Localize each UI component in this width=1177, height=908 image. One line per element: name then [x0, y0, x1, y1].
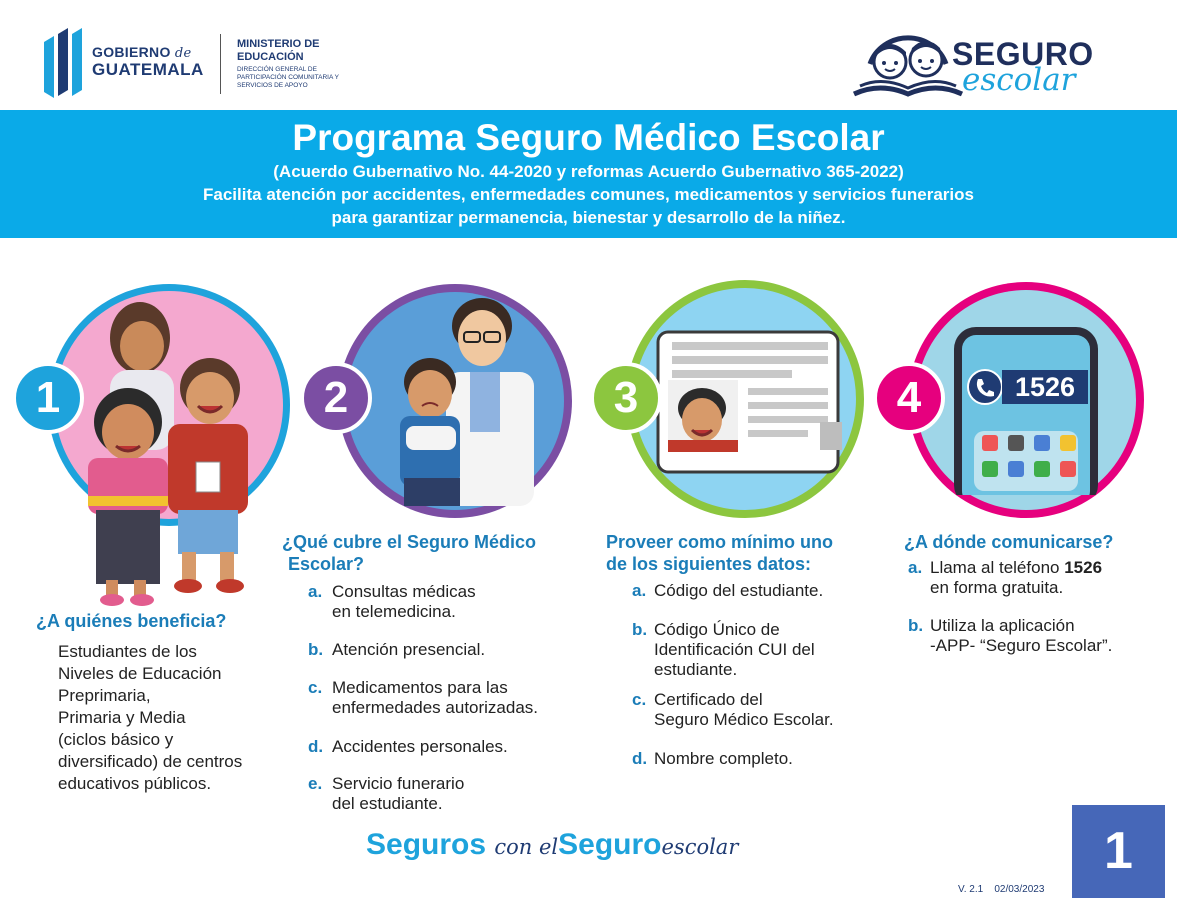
slogan-part: Seguro	[558, 828, 662, 861]
item-line: Servicio funerario	[332, 774, 465, 793]
step2-heading	[282, 531, 536, 575]
gob-line1: GOBIERNO	[92, 44, 171, 60]
phone-number-box: 1526	[1002, 370, 1088, 404]
item-letter: e.	[308, 774, 323, 793]
step2-number-badge: 2	[300, 362, 372, 434]
item-line: Consultas médicas	[332, 582, 476, 601]
page-title: Programa Seguro Médico Escolar	[292, 117, 885, 158]
step4-number-badge: 4	[873, 362, 945, 434]
item-letter: c.	[632, 690, 647, 709]
date-label: 02/03/2023	[994, 884, 1045, 895]
item-line: Atención presencial.	[332, 640, 486, 659]
item-line: Código del estudiante.	[654, 581, 824, 600]
list-item	[308, 582, 598, 622]
step1-body-line: Estudiantes de los	[58, 642, 197, 661]
step1-body-line: diversificado) de centros	[58, 752, 243, 771]
item-line: Llama al teléfono	[930, 558, 1065, 577]
banner-line2: Facilita atención por accidentes, enfermedades comunes, medicamentos y servicios funerarios	[203, 185, 974, 204]
item-letter: a.	[308, 582, 323, 601]
phone-number-inline: 1526	[1064, 558, 1103, 577]
item-letter: c.	[308, 678, 323, 697]
list-item	[632, 581, 882, 601]
list-item	[908, 558, 1158, 598]
step3-heading	[606, 531, 833, 575]
children-teacher-illustration	[70, 296, 260, 610]
list-item	[908, 616, 1158, 656]
step1-body-line: Niveles de Educación	[58, 664, 222, 683]
list-item	[632, 620, 882, 680]
item-letter: b.	[308, 640, 324, 659]
list-item	[308, 640, 598, 660]
step1-body-line: Preprimaria,	[58, 686, 151, 705]
item-line: -APP- “Seguro Escolar”.	[930, 636, 1113, 655]
direccion-general: DIRECCIÓN GENERAL DE PARTICIPACIÓN COMUNITARIA Y SERVICIOS DE APOYO	[237, 66, 339, 89]
step1-body	[58, 641, 288, 795]
guatemala-flag-bars-icon	[44, 28, 86, 98]
item-line: Accidentes personales.	[332, 737, 508, 756]
item-letter: d.	[308, 737, 324, 756]
item-line: Nombre completo.	[654, 749, 793, 768]
doctor-patient-illustration	[390, 292, 540, 506]
logo-escolar-word: escolar	[962, 62, 1076, 98]
item-letter: b.	[632, 620, 648, 639]
step2-heading-line2: Escolar?	[288, 554, 365, 574]
step1-number-badge: 1	[12, 362, 84, 434]
slogan-part: Seguros	[366, 828, 487, 861]
item-letter: a.	[632, 581, 647, 600]
item-line: Certificado del	[654, 690, 763, 709]
ministerio-title: MINISTERIO DE EDUCACIÓN	[237, 38, 320, 63]
step3-number-badge: 3	[590, 362, 662, 434]
step4-list	[908, 558, 1158, 658]
item-line: Seguro Médico Escolar.	[654, 710, 834, 729]
phone-call-icon	[966, 368, 1004, 406]
slogan-part: escolar	[661, 835, 739, 859]
item-line: del estudiante.	[332, 794, 443, 813]
item-letter: a.	[908, 558, 923, 577]
page-number-badge: 1	[1072, 805, 1165, 898]
gobierno-logo-text	[92, 44, 204, 78]
item-line: en telemedicina.	[332, 602, 456, 621]
list-item	[308, 774, 598, 814]
smartphone-illustration	[952, 325, 1100, 495]
step3-list	[632, 581, 882, 781]
title-banner	[0, 110, 1177, 238]
header-divider	[220, 34, 221, 94]
version-date	[958, 884, 1044, 895]
item-line: Identificación CUI del	[654, 640, 815, 659]
step4-heading: ¿A dónde comunicarse?	[904, 532, 1114, 552]
step1-body-line: educativos públicos.	[58, 774, 212, 793]
item-line: enfermedades autorizadas.	[332, 698, 539, 717]
step1-body-line: (ciclos básico y	[58, 730, 174, 749]
footer-slogan	[366, 828, 738, 862]
step3-heading-line2: de los siguientes datos:	[606, 554, 812, 574]
list-item	[632, 690, 882, 730]
logo-seguro-word: SEGURO	[952, 36, 1094, 72]
banner-line1: (Acuerdo Gubernativo No. 44-2020 y reformas Acuerdo Gubernativo 365-2022)	[273, 162, 904, 181]
step1-body-line: Primaria y Media	[58, 708, 186, 727]
item-line: Utiliza la aplicación	[930, 616, 1075, 635]
item-line: en forma gratuita.	[930, 578, 1064, 597]
gob-de: de	[174, 46, 192, 61]
step1-heading: ¿A quiénes beneficia?	[36, 611, 227, 631]
item-line: estudiante.	[654, 660, 738, 679]
id-card-illustration	[656, 330, 856, 476]
slogan-part: con el	[494, 835, 559, 859]
step2-heading-line1: ¿Qué cubre el Seguro Médico	[282, 532, 537, 552]
version-label: V. 2.1	[958, 884, 984, 895]
banner-line3: para garantizar permanencia, bienestar y desarrollo de la niñez.	[331, 208, 846, 227]
item-line: Código Único de	[654, 620, 780, 639]
step2-list	[308, 582, 598, 822]
ministerio-logo-text	[237, 38, 357, 90]
step3-heading-line1: Proveer como mínimo uno	[606, 532, 834, 552]
item-letter: d.	[632, 749, 648, 768]
list-item	[308, 737, 598, 757]
item-line: Medicamentos para las	[332, 678, 508, 697]
item-letter: b.	[908, 616, 924, 635]
gob-line2: GUATEMALA	[92, 60, 204, 79]
list-item	[308, 678, 598, 718]
list-item	[632, 749, 882, 769]
